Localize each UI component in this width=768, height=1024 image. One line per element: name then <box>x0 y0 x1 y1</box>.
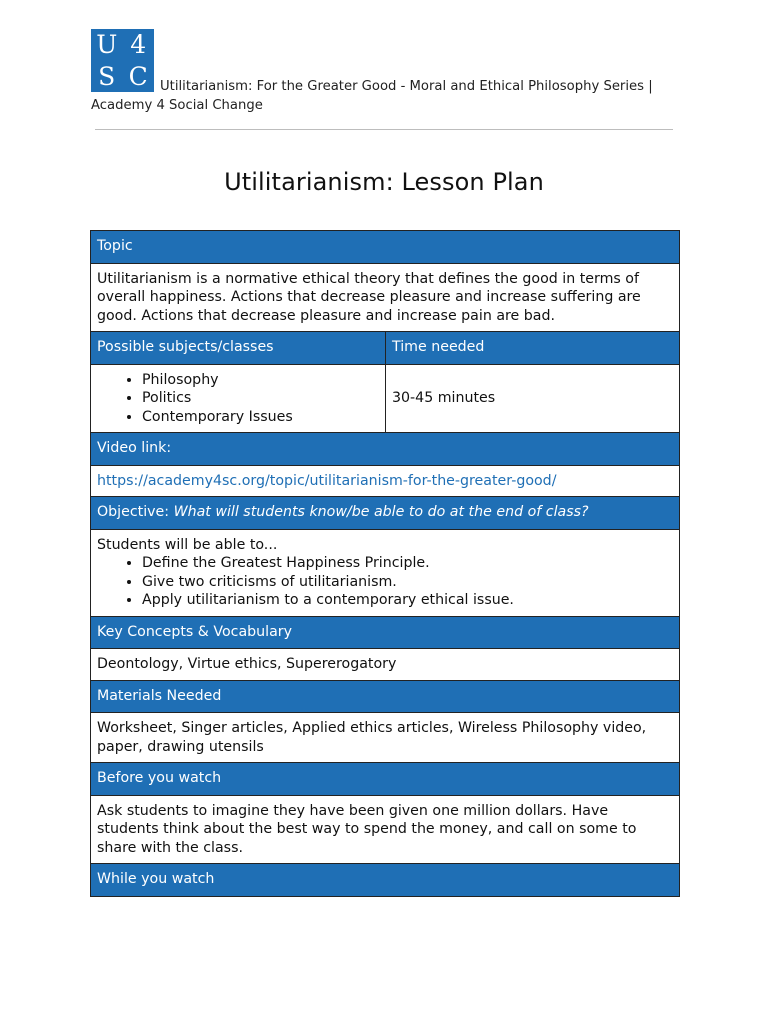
video-cell <box>91 465 680 497</box>
list-item: • Give two criticisms of utilitarianism. <box>142 573 673 592</box>
header-divider <box>95 129 673 130</box>
logo-letter: S <box>98 61 116 91</box>
objective-label: Objective: <box>97 504 174 520</box>
topic-header: Topic <box>91 231 680 264</box>
list-item: • Philosophy <box>142 371 379 390</box>
header-text: Utilitarianism: For the Greater Good - Moral and Ethical Philosophy Series | Academy 4 Social Change <box>91 79 653 113</box>
objective-header <box>91 497 680 530</box>
concepts-header: Key Concepts & Vocabulary <box>91 616 680 649</box>
subjects-cell <box>91 364 386 433</box>
time-value: 30-45 minutes <box>386 364 680 433</box>
time-header: Time needed <box>386 332 680 365</box>
list-item: • Define the Greatest Happiness Principle. <box>142 554 673 573</box>
concepts-text: Deontology, Virtue ethics, Supererogatory <box>91 649 680 681</box>
materials-text: Worksheet, Singer articles, Applied ethics articles, Wireless Philosophy video, paper, drawing utensils <box>91 713 680 763</box>
materials-header: Materials Needed <box>91 680 680 713</box>
list-item: • Apply utilitarianism to a contemporary ethical issue. <box>142 591 673 610</box>
objective-cell <box>91 529 680 616</box>
topic-text: Utilitarianism is a normative ethical theory that defines the good in terms of overall happiness. Actions that decrease pleasure and increase suffering are good. Actions that decrease pleasure and increase pain are bad. <box>91 263 680 332</box>
logo-letter: U <box>96 30 118 60</box>
page-title: Utilitarianism: Lesson Plan <box>224 168 544 196</box>
logo-letter: 4 <box>130 30 147 60</box>
list-item: • Contemporary Issues <box>142 408 379 427</box>
objective-question: What will students know/be able to do at the end of class? <box>173 504 589 520</box>
lesson-plan-table <box>90 230 680 897</box>
objective-intro: Students will be able to... <box>97 536 278 553</box>
objective-list <box>97 554 673 610</box>
subjects-list <box>97 371 379 427</box>
video-link[interactable]: https://academy4sc.org/topic/utilitarianism-for-the-greater-good/ <box>97 472 557 489</box>
before-header: Before you watch <box>91 763 680 796</box>
list-item: • Politics <box>142 389 379 408</box>
before-text: Ask students to imagine they have been given one million dollars. Have students think about the best way to spend the money, and call on some to share with the class. <box>91 795 680 864</box>
logo-letter: C <box>128 61 148 91</box>
subjects-header: Possible subjects/classes <box>91 332 386 365</box>
while-header: While you watch <box>91 864 680 897</box>
video-header: Video link: <box>91 433 680 466</box>
